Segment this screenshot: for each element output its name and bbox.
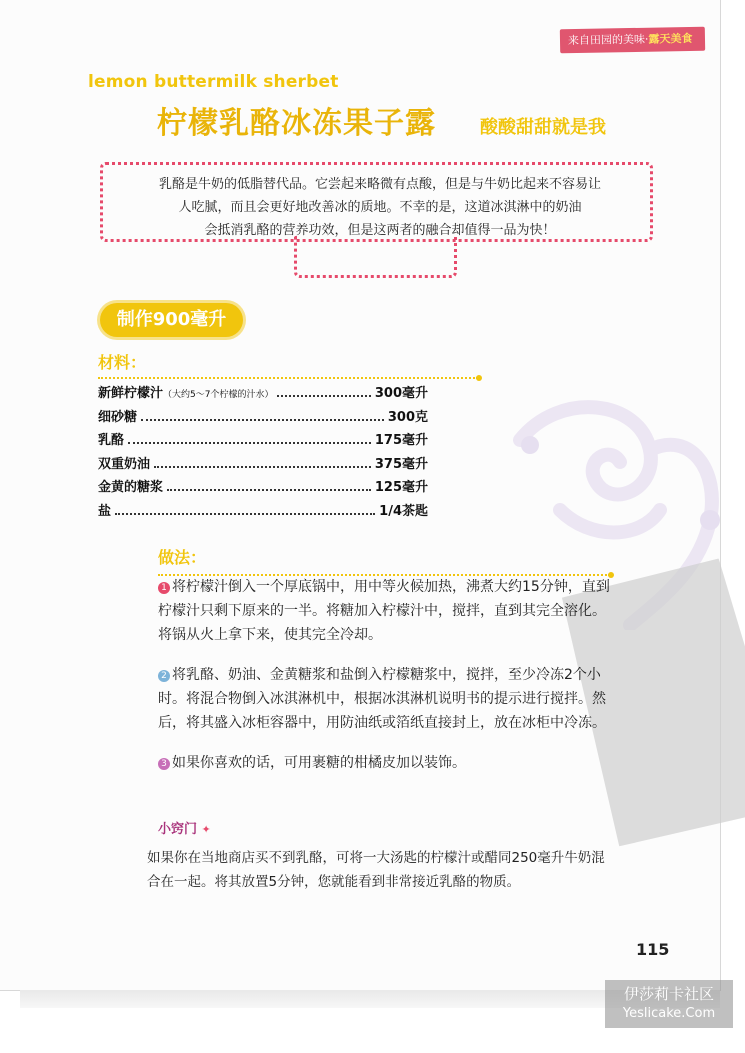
- tip-text: 如果你在当地商店买不到乳酪，可将一大汤匙的柠檬汁或醋同250毫升牛奶混合在一起。将其放置5分钟，您就能看到非常接近乳酪的物质。: [147, 850, 605, 890]
- dot-leader: [141, 419, 384, 421]
- ingredient-amount: 300毫升: [374, 386, 428, 401]
- ingredient-name: 新鲜柠檬汁: [98, 386, 164, 401]
- yield-badge: 制作900毫升: [100, 303, 243, 337]
- english-title: lemon buttermilk sherbet: [88, 72, 339, 92]
- dot-leader: [154, 466, 371, 468]
- step-text: 将柠檬汁倒入一个厚底锅中，用中等火候加热，沸煮大约15分钟，直到柠檬汁只剩下原来的一半。将糖加入柠檬汁中，搅拌，直到其完全溶化。将锅从火上拿下来，使其完全冷却。: [158, 579, 610, 643]
- step-text: 将乳酪、奶油、金黄糖浆和盐倒入柠檬糖浆中，搅拌，至少冷冻2个小时。将混合物倒入冰淇淋机中，根据冰淇淋机说明书的提示进行搅拌。然后，将其盛入冰柜容器中，用防油纸或箔纸直接封上，放在冰柜中冷冻。: [158, 667, 606, 731]
- ingredient-amount: 300克: [387, 409, 428, 425]
- ingredient-name: 盐: [98, 503, 112, 519]
- ingredient-row: [98, 476, 428, 500]
- ingredient-row: [98, 500, 428, 524]
- intro-line: 会抵消乳酪的营养功效，但是这两者的融合却值得一品为快！: [204, 223, 556, 238]
- tip-heading: [158, 818, 211, 837]
- dot-leader: [128, 442, 371, 444]
- recipe-subtitle: 酸酸甜甜就是我: [480, 117, 606, 138]
- ingredient-name: 双重奶油: [98, 456, 151, 472]
- ingredient-name: 金黄的糖浆: [98, 480, 164, 495]
- method-step: [158, 575, 613, 647]
- method-steps: [158, 575, 613, 791]
- intro-line: 人吃腻，而且会更好地改善冰的质地。不幸的是，这道冰淇淋中的奶油: [178, 200, 582, 215]
- watermark-name: 伊莎莉卡社区: [623, 985, 714, 1003]
- site-watermark: [605, 980, 733, 1028]
- ingredient-name: 细砂糖: [98, 409, 138, 425]
- step-number-icon: 2: [158, 670, 170, 682]
- method-heading: 做法：: [158, 548, 207, 567]
- page-number: 115: [636, 940, 670, 959]
- ingredient-list: [98, 382, 428, 523]
- ingredient-amount: 125毫升: [374, 480, 428, 495]
- ingredients-divider: [98, 377, 478, 379]
- ingredients-heading: 材料：: [98, 353, 147, 372]
- section-tag-highlight: 露天美食: [648, 31, 693, 46]
- step-number-icon: 3: [158, 758, 170, 770]
- method-step: [158, 663, 613, 735]
- intro-line: 乳酪是牛奶的低脂替代品。它尝起来略微有点酸，但是与牛奶比起来不容易让: [158, 177, 601, 192]
- ingredient-row: [98, 429, 428, 453]
- section-tag: [560, 27, 705, 54]
- step-text: 如果你喜欢的话，可用裹糖的柑橘皮加以装饰。: [172, 755, 466, 771]
- ingredient-amount: 375毫升: [374, 456, 428, 472]
- dot-leader: [115, 513, 375, 515]
- tip-heading-text: 小窍门: [158, 822, 198, 837]
- method-step: [158, 751, 613, 775]
- ingredient-name: 乳酪: [98, 433, 125, 448]
- dot-leader: [277, 395, 370, 397]
- watermark-url: Yeslicake.Com: [622, 1006, 716, 1021]
- ingredient-amount: 175毫升: [374, 433, 428, 448]
- step-number-icon: 1: [158, 582, 170, 594]
- ingredient-amount: 1/4茶匙: [379, 503, 428, 519]
- tip-star-icon: ✦: [201, 823, 211, 836]
- ingredient-row: [98, 382, 428, 406]
- intro-border-tab: [294, 236, 457, 278]
- ingredient-row: [98, 406, 428, 430]
- intro-paragraph: [110, 173, 650, 242]
- recipe-title: 柠檬乳酪冰冻果子露: [157, 106, 436, 141]
- ingredient-row: [98, 453, 428, 477]
- ingredient-note: （大约5～7个柠檬的汁水）: [163, 390, 274, 400]
- section-tag-text: 来自田园的美味·: [567, 32, 649, 48]
- dot-leader: [167, 489, 371, 491]
